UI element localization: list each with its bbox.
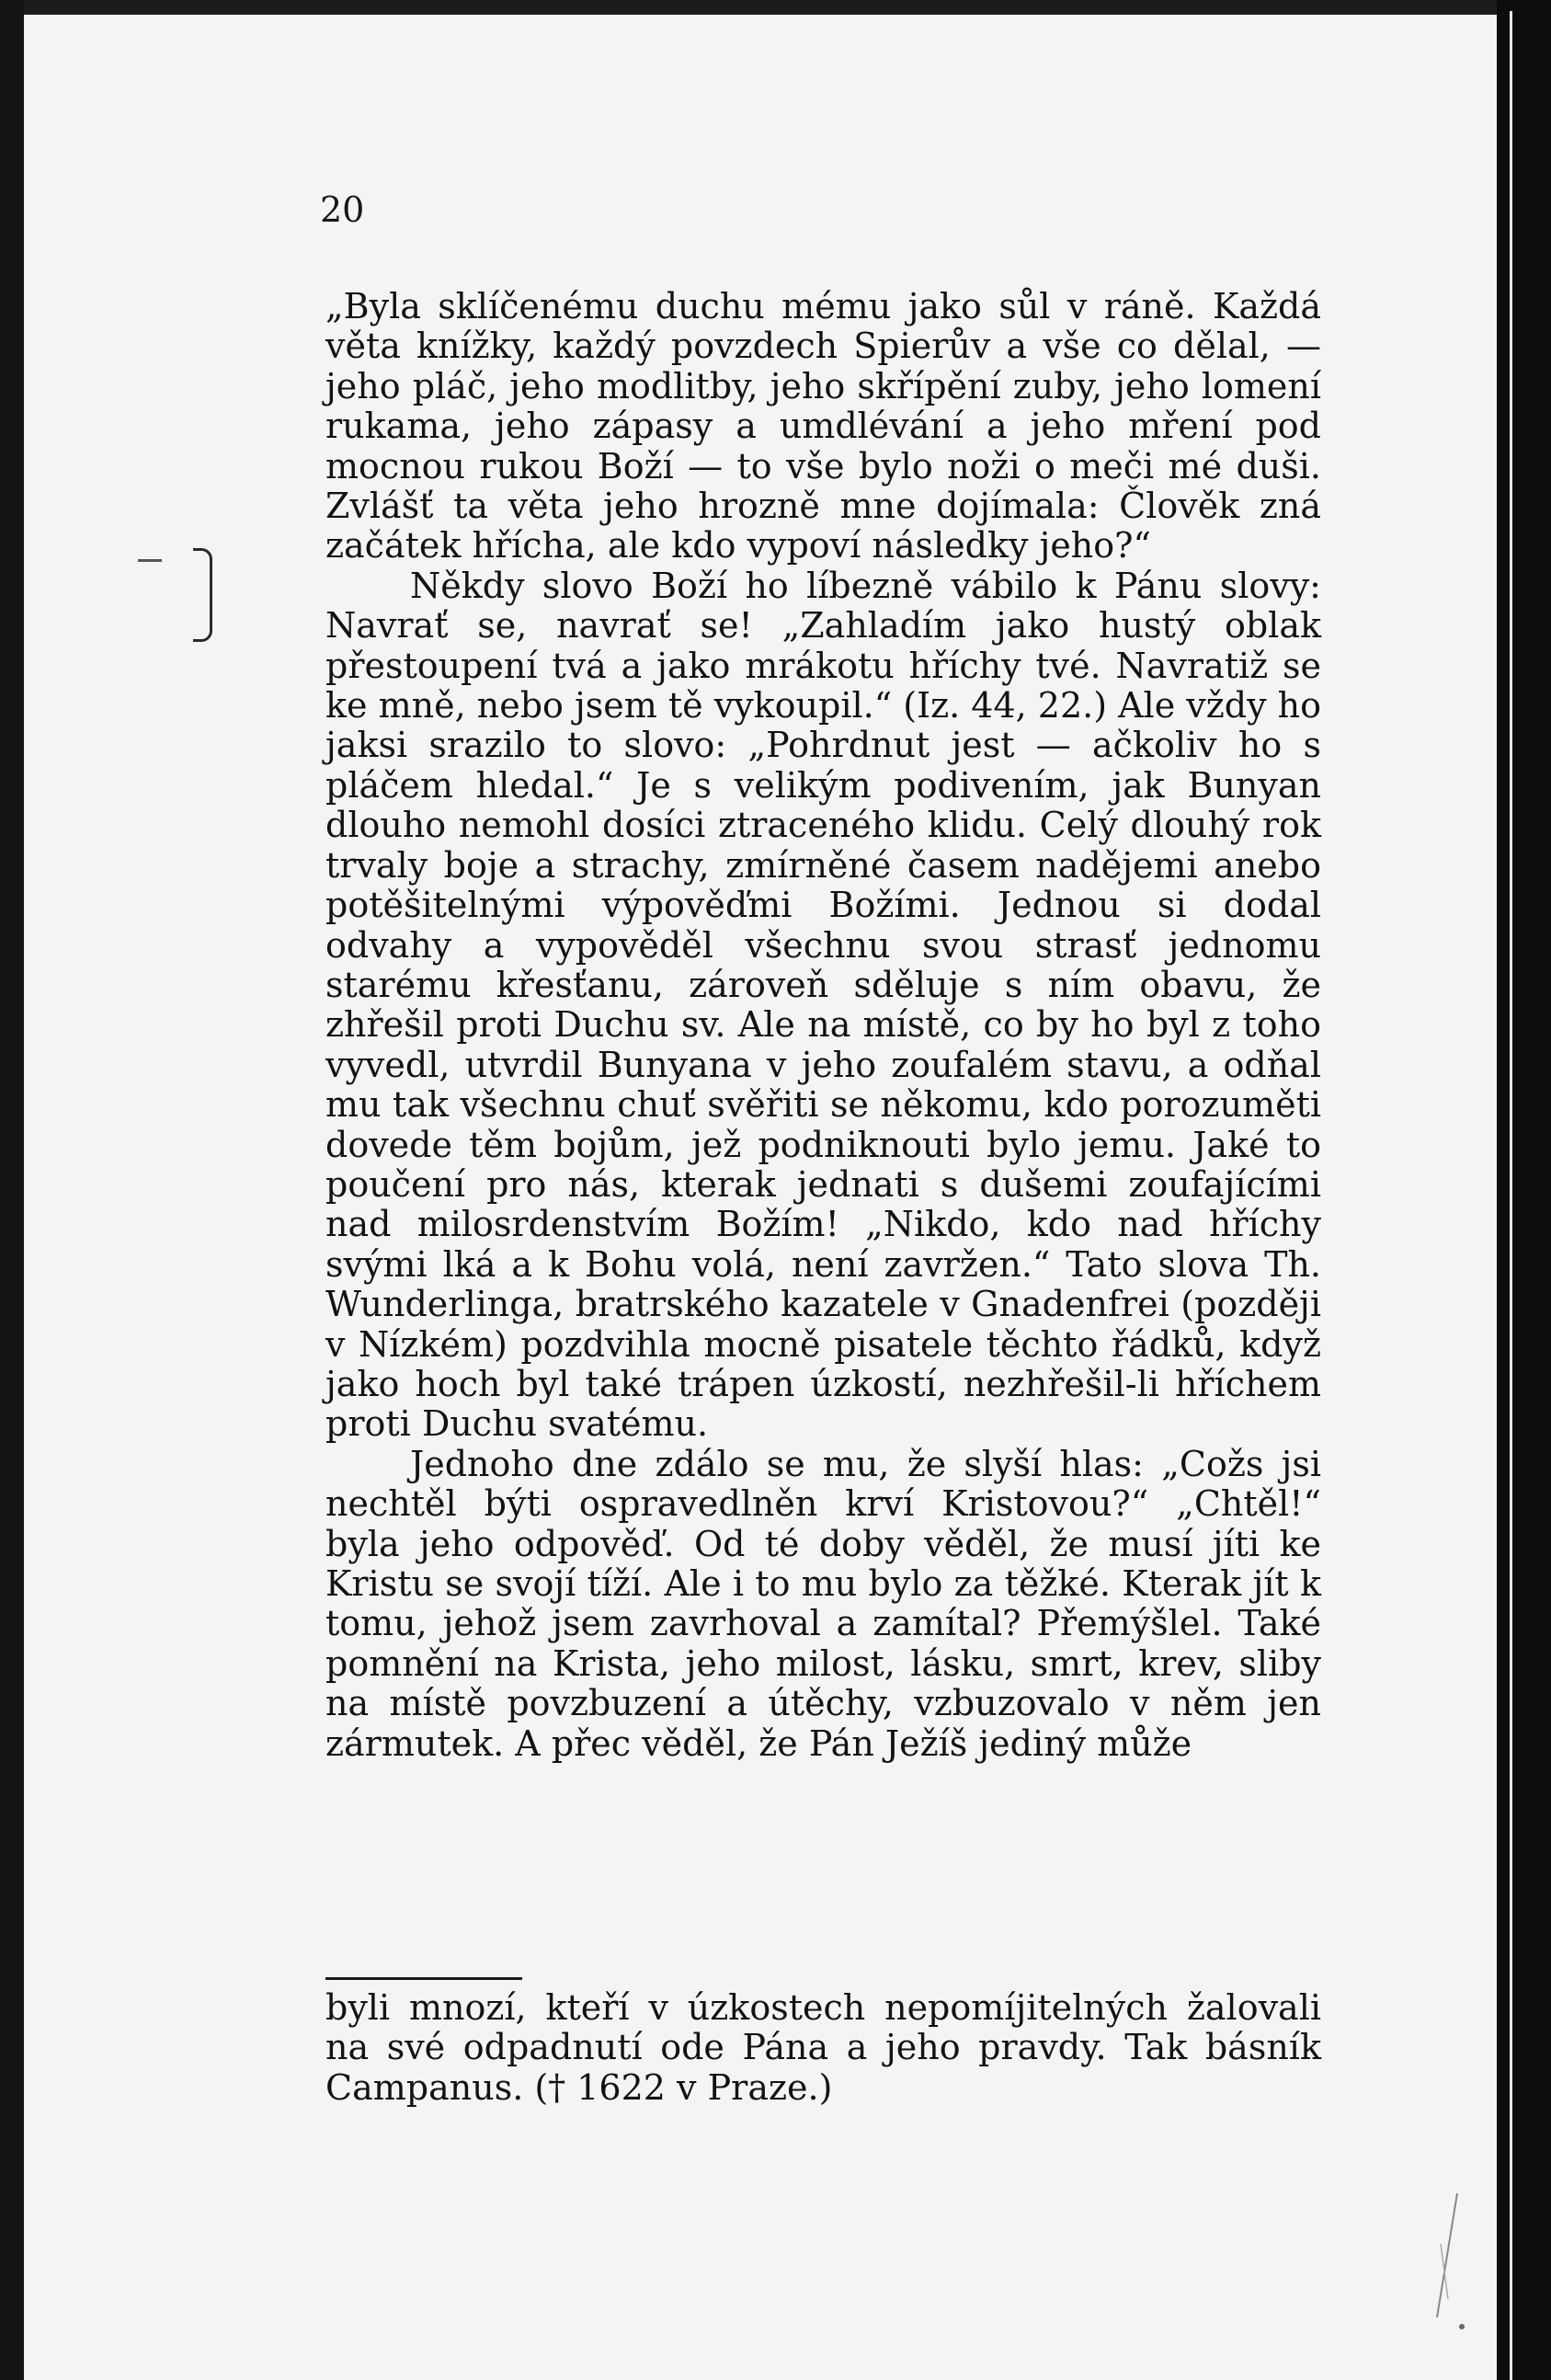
scan-border-top	[0, 0, 1551, 15]
body-text	[325, 287, 1321, 1764]
pencil-mark-icon	[1420, 2189, 1466, 2336]
paragraph-3: Jednoho dne zdálo se mu, že slyší hlas: „Cožs jsi nechtěl býti ospravedlněn krví Kristovou?“ „Chtěl!“ byla jeho odpověď. Od té doby věděl, že musí jíti ke Kristu se svojí tíží. Ale i to mu bylo za těžké. Kterak jít k tomu, jehož jsem zavrhoval a zamítal? Přemýšlel. Také pomnění na Krista, jeho milost, lásku, smrt, krev, sliby na místě povzbuzení a útěchy, vzbuzovalo v něm jen zármutek. A přec věděl, že Pán Ježíš jediný může	[325, 1443, 1321, 1764]
paragraph-1: „Byla sklíčenému duchu mému jako sůl v ráně. Každá věta knížky, každý povzdech Spierův a vše co dělal, — jeho pláč, jeho modlitby, jeho skřípění zuby, jeho lomení rukama, jeho zápasy a umdlévání a jeho mření pod mocnou rukou Boží — to vše bylo noži o meči mé duši. Zvlášť ta věta jeho hrozně mne dojímala: Člověk zná začátek hřícha, ale kdo vypoví následky jeho?“	[325, 286, 1321, 566]
paragraph-2: Někdy slovo Boží ho líbezně vábilo k Pánu slovy: Navrať se, navrať se! „Zahladím jako hustý oblak přestoupení tvá a jako mrákotu hříchy tvé. Navratiž se ke mně, nebo jsem tě vykoupil.“ (Iz. 44, 22.) Ale vždy ho jaksi srazilo to slovo: „Pohrdnut jest — ačkoliv ho s pláčem hledal.“ Je s velikým podivením, jak Bunyan dlouho nemohl dosíci ztraceného klidu. Celý dlouhý rok trvaly boje a strachy, zmírněné časem nadějemi anebo potěšitelnými výpověďmi Božími. Jednou si dodal odvahy a vypověděl všechnu svou strasť jednomu starému křesťanu, zároveň sděluje s ním obavu, že zhřešil proti Duchu sv. Ale na místě, co by ho byl z toho vyvedl, utvrdil Bunyana v jeho zoufalém stavu, a odňal mu tak všechnu chuť svěřiti se někomu, kdo porozuměti dovede těm bojům, jež podniknouti bylo jemu. Jaké to poučení pro nás, kterak jednati s dušemi zoufajícími nad milosrdenstvím Božím! „Nikdo, kdo nad hříchy svými lká a k Bohu volá, není zavržen.“ Tato slova Th. Wunderlinga, bratrského kazatele v Gnadenfrei (později v Nízkém) pozdvihla mocně pisatele těchto řádků, když jako hoch byl také trápen úzkostí, nezhřešil-li hříchem proti Duchu svatému.	[325, 565, 1321, 1445]
page-number: 20	[320, 189, 365, 230]
scan-inner-line	[1510, 11, 1512, 2380]
scan-border-left	[0, 0, 24, 2380]
margin-dash-mark	[138, 559, 162, 562]
scan-border-right	[1497, 0, 1551, 2380]
margin-bracket-mark	[193, 548, 212, 642]
footnote-text: byli mnozí, kteří v úzkostech nepomíjitelných žalovali na své odpadnutí ode Pána a jeho pravdy. Tak básník Campanus. († 1622 v Praze.)	[325, 1987, 1321, 2108]
footnote-rule	[325, 1977, 522, 1980]
